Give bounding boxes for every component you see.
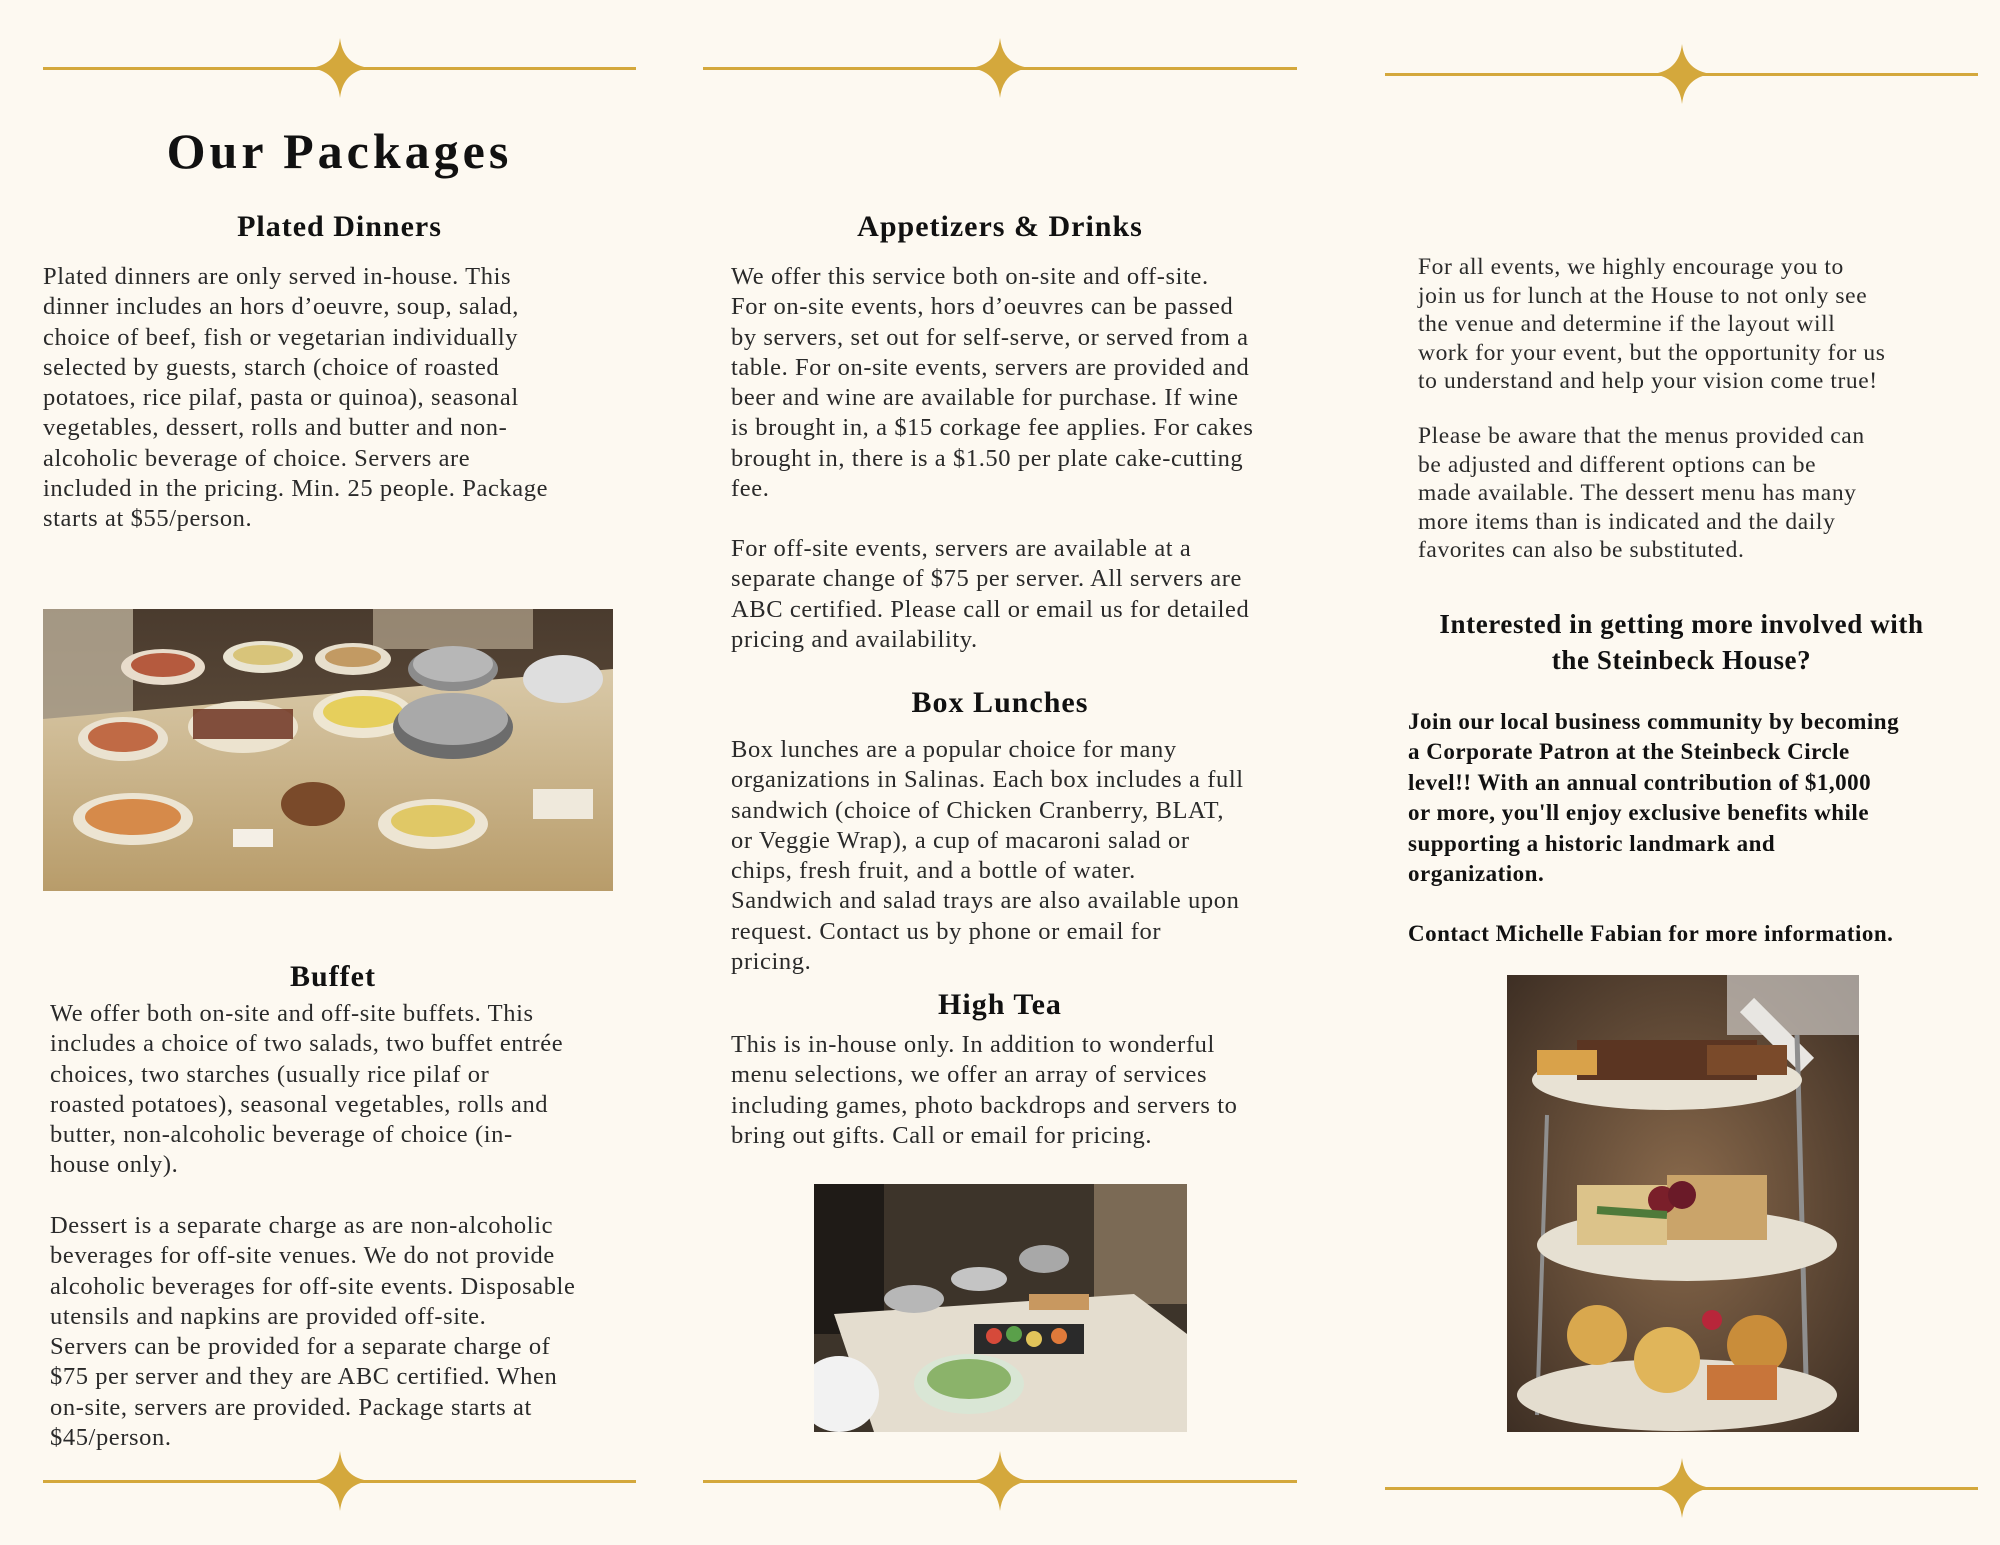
- page-title: Our Packages: [166, 123, 513, 179]
- bottom-divider-middle: [703, 1451, 1297, 1511]
- bottom-divider-left: [43, 1451, 636, 1511]
- top-divider-right: [1385, 44, 1978, 104]
- menus-paragraph: Please be aware that the menus provided can be adjusted and different options can be made available. The dessert menu has many more items than is indicated and the daily favorites can also be substituted.: [1418, 423, 1865, 563]
- box-lunches-heading: Box Lunches: [911, 686, 1089, 719]
- buffet-heading: Buffet: [290, 960, 376, 993]
- appetizers-text-1: We offer this service both on-site and off-site. For on-site events, hors d’oeuvres can be passed by servers, set out for self-serve, or served from a table. For on-site events, servers are provided and beer and wine are available for purchase. If wine is brought in, a $15 corkage fee applies. For cakes brought in, there is a $1.50 per plate cake-cutting fee.: [731, 263, 1254, 503]
- corporate-patron-text: Join our local business community by becoming a Corporate Patron at the Steinbeck Circle level!! With an annual contribution of $1,000 or more, you'll enjoy exclusive benefits while supporting a historic landmark and organization.: [1408, 709, 1900, 887]
- star-ornament-icon: [970, 38, 1030, 98]
- star-ornament-icon: [310, 38, 370, 98]
- get-involved-heading: Interested in getting more involved with the Steinbeck House?: [1439, 609, 1924, 675]
- plated-dinners-heading: Plated Dinners: [237, 210, 442, 243]
- high-tea-tower-photo: [1507, 975, 1859, 1432]
- high-tea-text: This is in-house only. In addition to wonderful menu selections, we offer an array of services including games, photo backdrops and servers to bring out gifts. Call or email for pricing.: [731, 1031, 1238, 1149]
- star-ornament-icon: [1652, 1458, 1712, 1518]
- encourage-paragraph: For all events, we highly encourage you to join us for lunch at the House to not only see the venue and determine if the layout will work for your event, but the opportunity for us to understand and help your vision come true!: [1418, 254, 1886, 394]
- star-ornament-icon: [970, 1451, 1030, 1511]
- buffet-text-1: We offer both on-site and off-site buffets. This includes a choice of two salads, two buffet entrée choices, two starches (usually rice pilaf or roasted potatoes), seasonal vegetables, rolls and butter, non-alcoholic beverage of choice (in- house only).: [50, 1000, 564, 1179]
- plated-dinners-text: Plated dinners are only served in-house. This dinner includes an hors d’oeuvre, soup, salad, choice of beef, fish or vegetarian individually selected by guests, starch (choice of roasted potatoes, rice pilaf, pasta or quinoa), seasonal vegetables, dessert, rolls and butter and non- alcoholic beverage of choice. Servers are included in the pricing. Min. 25 people. Package starts at $55/person.: [43, 263, 549, 533]
- high-tea-heading: High Tea: [938, 988, 1062, 1021]
- appetizers-heading: Appetizers & Drinks: [857, 210, 1143, 243]
- top-divider-middle: [703, 38, 1297, 98]
- buffet-text-2: Dessert is a separate charge as are non-alcoholic beverages for off-site venues. We do not provide alcoholic beverages for off-site events. Disposable utensils and napkins are provided off-site. Servers can be provided for a separate charge of $75 per server and they are ABC certified. When on-site, servers are provided. Package starts at $45/person.: [50, 1212, 576, 1452]
- appetizers-text-2: For off-site events, servers are available at a separate change of $75 per server. All servers are ABC certified. Please call or email us for detailed pricing and availability.: [731, 535, 1250, 653]
- contact-text: Contact Michelle Fabian for more information.: [1408, 921, 1894, 946]
- box-lunches-text: Box lunches are a popular choice for many organizations in Salinas. Each box includes a full sandwich (choice of Chicken Cranberry, BLAT, or Veggie Wrap), a cup of macaroni salad or chips, fresh fruit, and a bottle of water. Sandwich and salad trays are also available upon request. Contact us by phone or email for pricing.: [731, 736, 1244, 976]
- buffet-service-photo: [814, 1184, 1187, 1432]
- top-divider-left: [43, 38, 636, 98]
- bottom-divider-right: [1385, 1458, 1978, 1518]
- star-ornament-icon: [310, 1451, 370, 1511]
- star-ornament-icon: [1652, 44, 1712, 104]
- buffet-table-photo: [43, 609, 613, 891]
